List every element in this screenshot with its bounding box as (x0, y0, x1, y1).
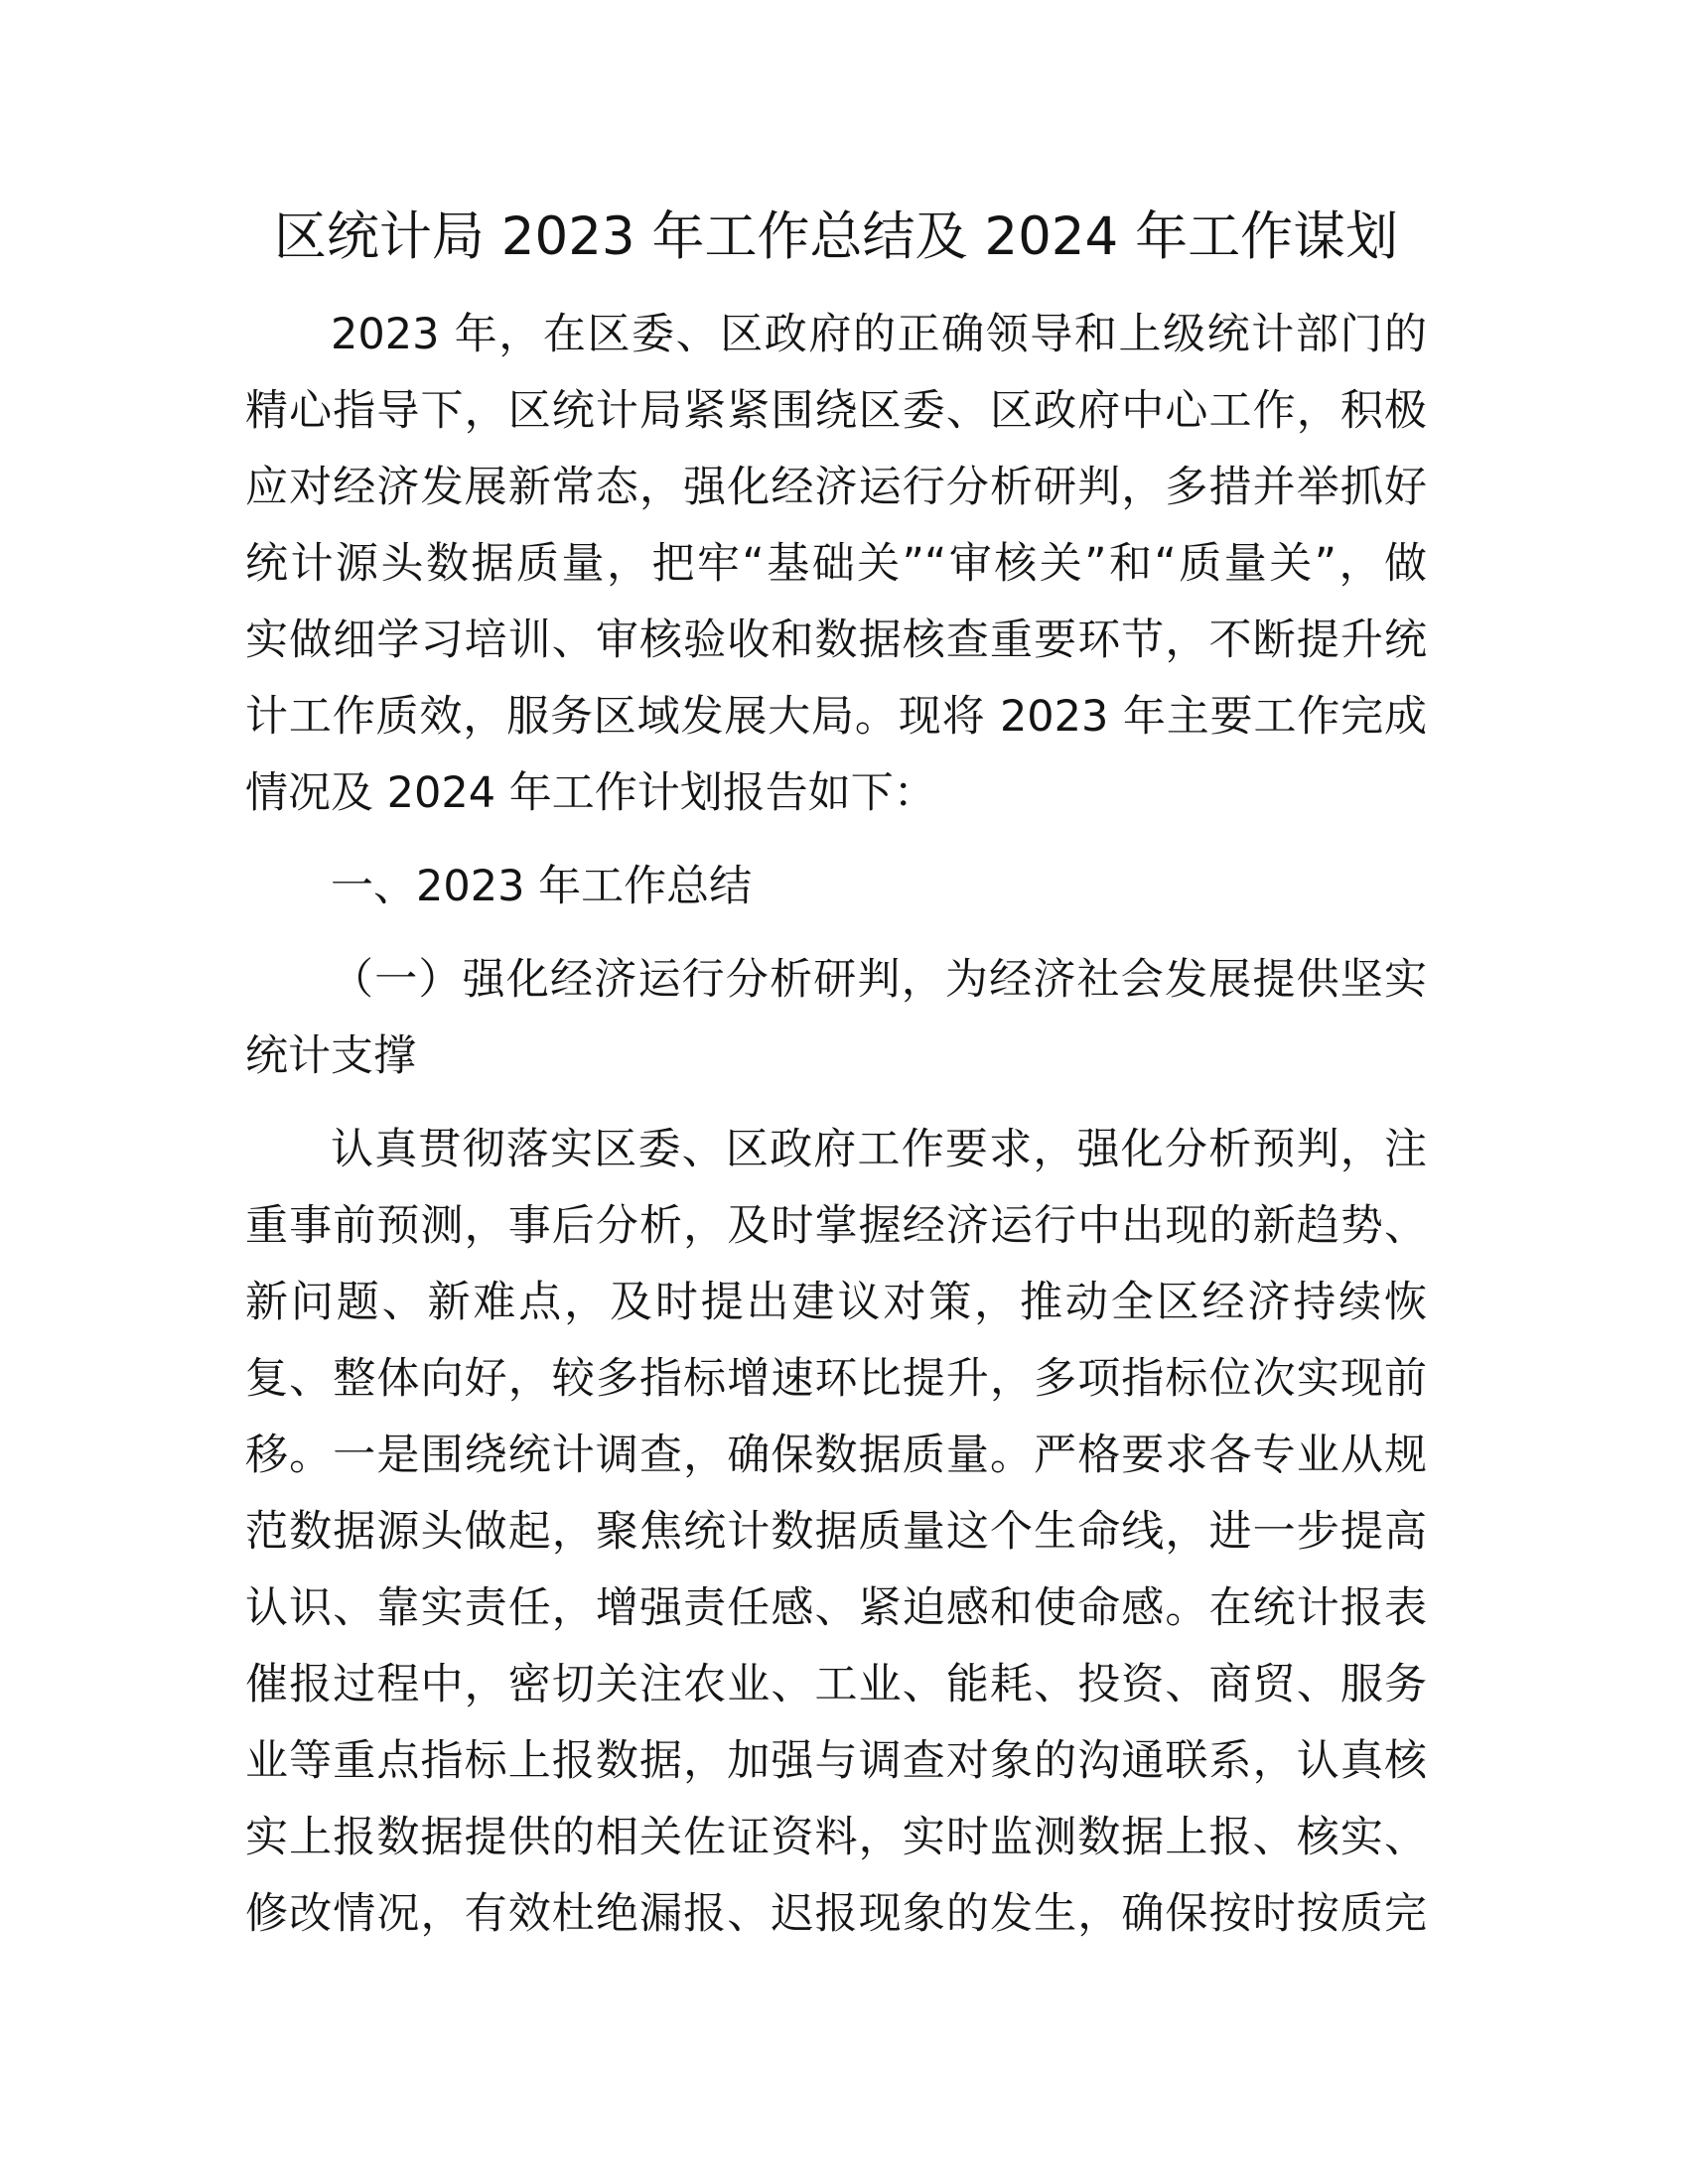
body-paragraph-line: 认真贯彻落实区委、区政府工作要求，强化分析预判，注 (331, 1125, 1427, 1174)
document-title: 区统计局 2023 年工作总结及 2024 年工作谋划 (273, 206, 1399, 267)
body-paragraph (245, 1112, 1427, 1953)
document-content (245, 199, 1427, 1953)
section-heading-text: 一、2023 年工作总结 (331, 862, 753, 911)
body-paragraph-line: 范数据源头做起，聚焦统计数据质量这个生命线，进一步提高 (245, 1507, 1427, 1557)
body-paragraph-line: 修改情况，有效杜绝漏报、迟报现象的发生，确保按时按质完 (245, 1889, 1427, 1939)
subsection-heading (245, 942, 1427, 1095)
section-heading (245, 849, 1427, 925)
intro-paragraph-line: 实做细学习培训、审核验收和数据核查重要环节，不断提升统 (245, 615, 1427, 665)
intro-paragraph-line: 2023 年，在区委、区政府的正确领导和上级统计部门的 (331, 310, 1427, 359)
subsection-heading-line: （一）强化经济运行分析研判，为经济社会发展提供坚实 (331, 955, 1427, 1005)
body-paragraph-line: 新问题、新难点，及时提出建议对策，推动全区经济持续恢 (245, 1278, 1427, 1327)
body-paragraph-line: 移。一是围绕统计调查，确保数据质量。严格要求各专业从规 (245, 1431, 1427, 1480)
body-paragraph-line: 认识、靠实责任，增强责任感、紧迫感和使命感。在统计报表 (245, 1583, 1427, 1633)
intro-paragraph-line: 统计源头数据质量，把牢“基础关”“审核关”和“质量关”，做 (245, 539, 1427, 589)
body-paragraph-line: 复、整体向好，较多指标增速环比提升，多项指标位次实现前 (245, 1354, 1427, 1404)
intro-paragraph-line: 应对经济发展新常态，强化经济运行分析研判，多措并举抓好 (245, 463, 1427, 512)
intro-paragraph-line: 情况及 2024 年工作计划报告如下： (245, 768, 936, 818)
body-paragraph-line: 实上报数据提供的相关佐证资料，实时监测数据上报、核实、 (245, 1813, 1427, 1862)
body-paragraph-line: 业等重点指标上报数据，加强与调查对象的沟通联系，认真核 (245, 1736, 1427, 1786)
intro-paragraph-line: 计工作质效，服务区域发展大局。现将 2023 年主要工作完成 (245, 692, 1427, 742)
body-paragraph-line: 重事前预测，事后分析，及时掌握经济运行中出现的新趋势、 (245, 1201, 1427, 1251)
body-paragraph-line: 催报过程中，密切关注农业、工业、能耗、投资、商贸、服务 (245, 1660, 1427, 1709)
intro-paragraph (245, 297, 1427, 832)
intro-paragraph-line: 精心指导下，区统计局紧紧围绕区委、区政府中心工作，积极 (245, 386, 1427, 436)
subsection-heading-line: 统计支撑 (245, 1031, 416, 1081)
